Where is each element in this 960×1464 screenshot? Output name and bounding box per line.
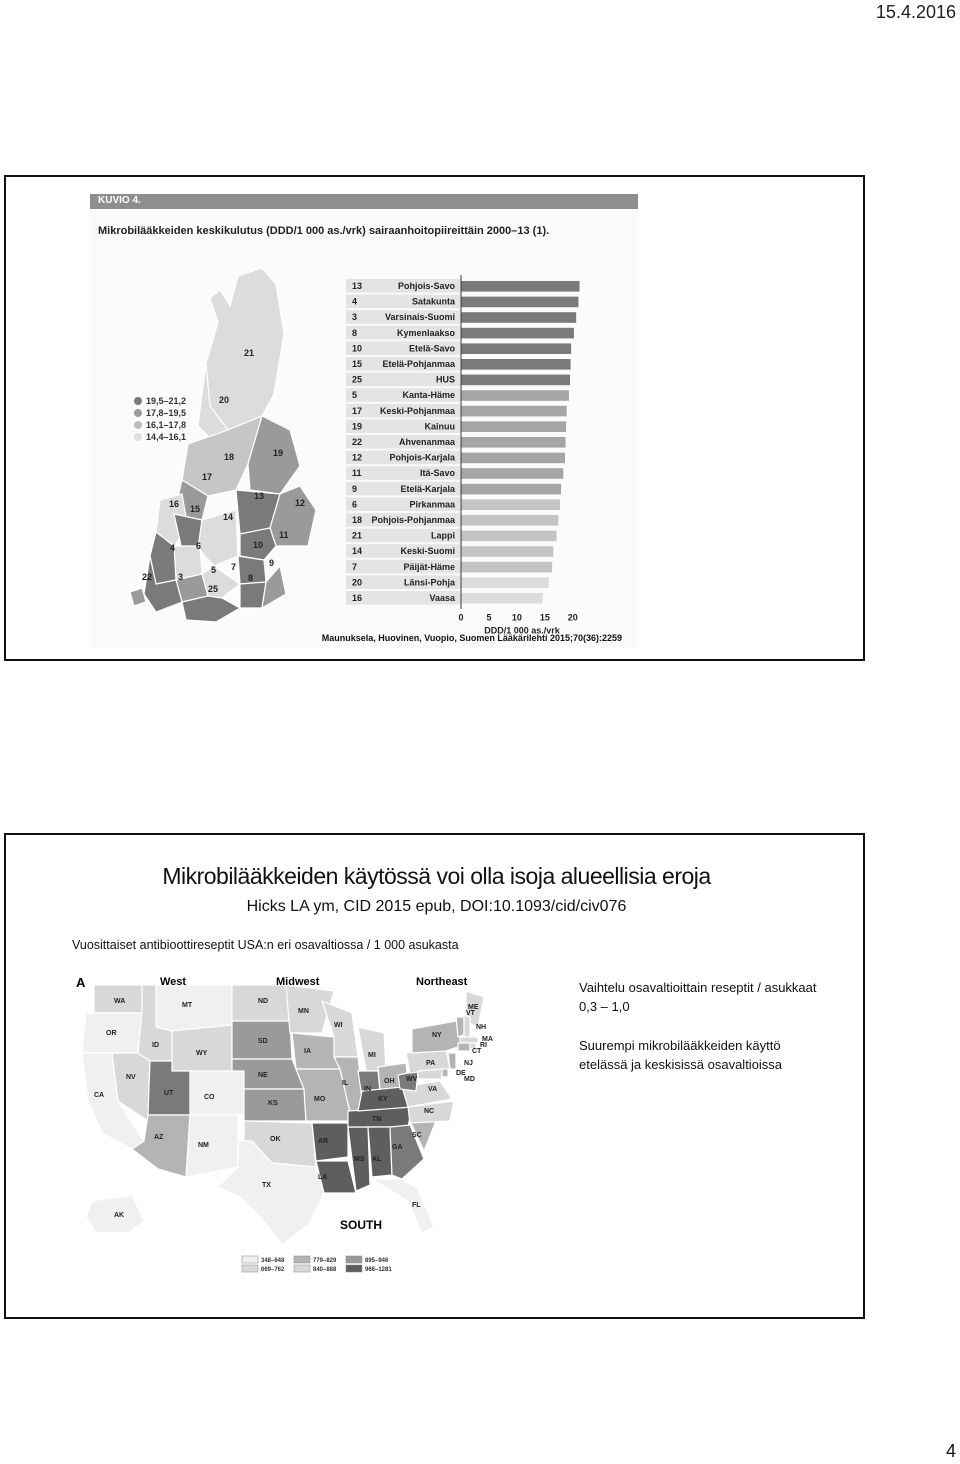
map-label: 6 xyxy=(196,541,202,551)
bar-category-label: Etelä-Pohjanmaa xyxy=(382,359,455,369)
legend-swatch xyxy=(242,1256,258,1263)
bar-category-label: Keski-Pohjanmaa xyxy=(379,405,455,416)
state-label: NV xyxy=(126,1074,136,1081)
legend-swatch xyxy=(134,421,142,429)
map-label: 13 xyxy=(254,491,265,501)
state-label: MI xyxy=(368,1052,376,1059)
legend-label: 17,8–19,5 xyxy=(146,408,187,418)
state-label: RI xyxy=(480,1042,487,1049)
bar-code-label: 17 xyxy=(352,405,363,416)
state-label: CT xyxy=(472,1048,482,1055)
x-tick-label: 20 xyxy=(567,612,578,623)
state-label: NM xyxy=(198,1142,209,1149)
state-label: IL xyxy=(342,1080,349,1087)
bar-code-label: 18 xyxy=(352,515,363,525)
map-label: 7 xyxy=(231,562,237,572)
slide-title: Mikrobilääkkeiden käytössä voi olla isoja alueellisia eroja xyxy=(162,863,711,889)
bar-category-label: Etelä-Karjala xyxy=(400,483,455,494)
state-label: OK xyxy=(270,1136,281,1143)
state-label: AK xyxy=(114,1212,125,1219)
x-tick-label: 0 xyxy=(458,612,464,623)
bar-code-label: 12 xyxy=(352,452,363,463)
state-label: KS xyxy=(268,1100,278,1107)
state-label: AR xyxy=(318,1138,329,1145)
bar-code-label: 20 xyxy=(352,577,363,588)
bar-code-label: 13 xyxy=(352,281,363,291)
state-label: KY xyxy=(378,1096,388,1103)
bar xyxy=(461,421,566,432)
state-ia xyxy=(292,1033,340,1069)
state-nh xyxy=(464,1015,470,1037)
state-label: PA xyxy=(426,1060,436,1067)
state-label: MO xyxy=(314,1096,326,1103)
state-label: WI xyxy=(334,1022,343,1029)
bar xyxy=(461,281,580,292)
state-label: MT xyxy=(182,1002,193,1009)
region-northeast: Northeast xyxy=(416,976,468,988)
state-label: MD xyxy=(464,1076,475,1083)
region-south: SOUTH xyxy=(340,1218,382,1232)
bar-code-label: 8 xyxy=(352,327,358,338)
state-label: MA xyxy=(482,1036,493,1043)
bar-category-label: Varsinais-Suomi xyxy=(384,312,455,323)
legend-label: 19,5–21,2 xyxy=(146,396,187,406)
bar-code-label: 25 xyxy=(352,374,363,385)
bar-category-label: Länsi-Pohja xyxy=(403,577,455,588)
state-mi xyxy=(358,1027,386,1071)
bar-category-label: Kymenlaakso xyxy=(396,327,455,338)
legend-label: 779–829 xyxy=(313,1258,337,1264)
legend-label: 348–648 xyxy=(261,1258,285,1264)
bar xyxy=(461,484,561,495)
state-label: IA xyxy=(304,1048,311,1055)
legend-swatch xyxy=(134,397,142,405)
map-label: 3 xyxy=(178,572,184,582)
state-label: OH xyxy=(384,1078,395,1085)
map-label: 20 xyxy=(219,395,230,405)
bar xyxy=(461,499,560,510)
slide-usa xyxy=(4,833,865,1319)
bar-category-label: Etelä-Savo xyxy=(408,343,455,354)
bar-category-label: Ahvenanmaa xyxy=(398,437,455,447)
map-label: 4 xyxy=(170,543,176,553)
state-label: WY xyxy=(196,1050,208,1057)
state-label: VA xyxy=(428,1086,438,1093)
bar-category-label: HUS xyxy=(435,374,455,385)
x-axis-label: DDD/1 000 as./vrk xyxy=(484,625,560,636)
bar xyxy=(461,390,569,401)
state-label: TN xyxy=(372,1116,382,1123)
legend-label: 966–1281 xyxy=(365,1267,392,1273)
state-label: FL xyxy=(412,1202,421,1209)
state-label: VT xyxy=(466,1010,475,1017)
map-label: 9 xyxy=(269,558,275,568)
x-tick-label: 5 xyxy=(486,612,492,623)
bar-code-label: 5 xyxy=(352,390,358,401)
legend-swatch xyxy=(242,1265,258,1272)
usa-map xyxy=(72,971,512,1281)
state-nm xyxy=(186,1115,238,1177)
bar xyxy=(461,375,570,386)
state-label: ND xyxy=(258,998,269,1005)
slide-caption: Vuosittaiset antibioottireseptit USA:n eri osavaltiossa / 1 000 asukasta xyxy=(72,938,459,952)
state-label: IN xyxy=(364,1086,371,1093)
bar-code-label: 10 xyxy=(352,343,363,354)
legend-swatch xyxy=(294,1265,310,1272)
map-label: 5 xyxy=(211,565,217,575)
state-label: NJ xyxy=(464,1060,473,1067)
bar-category-label: Kainuu xyxy=(424,421,455,432)
bar xyxy=(461,577,549,588)
state-al xyxy=(368,1127,392,1177)
bar xyxy=(461,406,567,417)
bar xyxy=(461,312,576,323)
map-label: 8 xyxy=(248,573,254,583)
bar xyxy=(461,343,571,354)
bar-code-label: 9 xyxy=(352,483,358,494)
region-midwest: Midwest xyxy=(276,976,320,988)
state-nj xyxy=(448,1053,456,1069)
state-label: MN xyxy=(298,1008,309,1015)
state-wy xyxy=(172,1025,232,1071)
slide-finland xyxy=(4,175,865,661)
state-label: UT xyxy=(164,1090,174,1097)
map-label: 16 xyxy=(169,499,180,509)
map-label: 18 xyxy=(224,452,235,462)
state-label: AZ xyxy=(154,1134,164,1141)
bar xyxy=(461,359,571,370)
map-label: 12 xyxy=(295,498,306,508)
state-label: NC xyxy=(424,1108,435,1115)
state-label: OR xyxy=(106,1030,117,1037)
finland-map xyxy=(90,194,638,649)
bar xyxy=(461,562,552,573)
bar-code-label: 3 xyxy=(352,312,358,323)
bar-category-label: Pohjois-Karjala xyxy=(389,452,455,463)
date-header: 15.4.2016 xyxy=(875,2,956,22)
figure-title: Mikrobilääkkeiden keskikulutus (DDD/1 000 as./vrk) sairaanhoitopiireittäin 2000–13 (1). xyxy=(98,225,550,237)
bar xyxy=(461,531,557,542)
slide-subtitle: Hicks LA ym, CID 2015 epub, DOI:10.1093/cid/civ076 xyxy=(246,898,627,915)
state-label: ID xyxy=(152,1042,159,1049)
bar-category-label: Päijät-Häme xyxy=(403,561,455,572)
state-ct xyxy=(458,1043,470,1051)
map-label: 21 xyxy=(244,348,255,358)
state-label: CA xyxy=(94,1092,105,1099)
legend-label: 895–946 xyxy=(365,1258,389,1264)
legend-swatch xyxy=(346,1256,362,1263)
bar xyxy=(461,546,553,557)
map-label: 22 xyxy=(142,572,153,582)
bar-code-label: 14 xyxy=(352,546,363,557)
legend-label: 669–762 xyxy=(261,1267,285,1273)
bar-code-label: 21 xyxy=(352,530,363,541)
bar-code-label: 4 xyxy=(352,296,358,307)
bar xyxy=(461,515,558,526)
map-label: 19 xyxy=(273,448,284,458)
bar xyxy=(461,437,566,448)
legend-label: 14,4–16,1 xyxy=(146,432,187,442)
state-label: LA xyxy=(318,1174,328,1181)
state-label: WV xyxy=(406,1076,418,1083)
citation: Maunuksela, Huovinen, Vuopio, Suomen Lääkärilehti 2015;70(36):2259 xyxy=(321,633,622,643)
figure-panel xyxy=(90,194,638,649)
note-variation xyxy=(579,978,864,1016)
bar-code-label: 6 xyxy=(352,499,358,510)
note-variation-line1: Vaihtelu osavaltioittain reseptit / asukkaat xyxy=(579,980,817,995)
state-az xyxy=(132,1115,190,1177)
state-de xyxy=(442,1069,448,1077)
state-label: GA xyxy=(392,1144,403,1151)
bar xyxy=(461,593,543,604)
note-usage-line1: Suurempi mikrobilääkkeiden käyttö xyxy=(579,1038,781,1053)
bar xyxy=(461,328,574,339)
state-co xyxy=(190,1071,244,1115)
state-label: AL xyxy=(372,1156,382,1163)
state-label: NY xyxy=(432,1032,442,1039)
bar xyxy=(461,453,565,464)
map-label: 10 xyxy=(253,540,264,550)
state-label: SC xyxy=(412,1132,422,1139)
legend-swatch xyxy=(346,1265,362,1272)
bar-category-label: Pirkanmaa xyxy=(409,499,455,510)
note-usage xyxy=(579,1036,864,1074)
map-label: 25 xyxy=(208,584,219,594)
map-label: 17 xyxy=(202,472,213,482)
state-label: MS xyxy=(354,1156,365,1163)
bar-category-label: Pohjois-Pohjanmaa xyxy=(371,515,455,525)
note-usage-line2: etelässä ja keskisissä osavaltioissa xyxy=(579,1057,783,1072)
map-label: 14 xyxy=(223,512,234,522)
bar-code-label: 16 xyxy=(352,593,363,603)
region-west: West xyxy=(160,976,187,988)
legend-swatch xyxy=(134,433,142,441)
bar-category-label: Lappi xyxy=(431,530,455,541)
map-label: 11 xyxy=(279,530,289,540)
bar-category-label: Vaasa xyxy=(429,593,455,603)
state-label: WA xyxy=(114,998,126,1005)
state-label: NE xyxy=(258,1072,268,1079)
state-label: SD xyxy=(258,1038,268,1045)
state-vt xyxy=(456,1017,464,1037)
bar xyxy=(461,297,578,308)
state-label: ME xyxy=(468,1004,479,1011)
map-letter: A xyxy=(76,975,86,990)
page-number: 4 xyxy=(945,1441,956,1461)
x-tick-label: 10 xyxy=(511,612,522,623)
legend-label: 16,1–17,8 xyxy=(146,420,187,430)
state-label: DE xyxy=(456,1070,466,1077)
legend-label: 840–888 xyxy=(313,1267,337,1273)
legend-swatch xyxy=(294,1256,310,1263)
bar-code-label: 15 xyxy=(352,359,363,369)
bar-category-label: Pohjois-Savo xyxy=(397,281,455,291)
figure-label: KUVIO 4. xyxy=(98,195,141,206)
legend-swatch xyxy=(134,409,142,417)
bar-code-label: 19 xyxy=(352,421,363,432)
state-mt xyxy=(156,985,232,1031)
state-label: CO xyxy=(204,1094,215,1101)
bar xyxy=(461,468,563,479)
bar-code-label: 22 xyxy=(352,437,363,447)
note-variation-line2: 0,3 – 1,0 xyxy=(579,999,630,1014)
map-region-hus xyxy=(182,596,240,622)
state-label: NH xyxy=(476,1024,487,1031)
bar-category-label: Itä-Savo xyxy=(419,468,455,479)
map-label: 15 xyxy=(190,504,201,514)
bar-code-label: 11 xyxy=(352,468,362,479)
state-label: TX xyxy=(262,1182,271,1189)
state-ma xyxy=(460,1037,478,1043)
bar-category-label: Satakunta xyxy=(411,296,455,307)
bar-code-label: 7 xyxy=(352,561,358,572)
bar-category-label: Keski-Suomi xyxy=(400,546,455,557)
state-md xyxy=(418,1069,442,1079)
bar-category-label: Kanta-Häme xyxy=(402,390,455,401)
map-region-ahvenanmaa xyxy=(130,588,146,606)
x-tick-label: 15 xyxy=(539,612,550,623)
